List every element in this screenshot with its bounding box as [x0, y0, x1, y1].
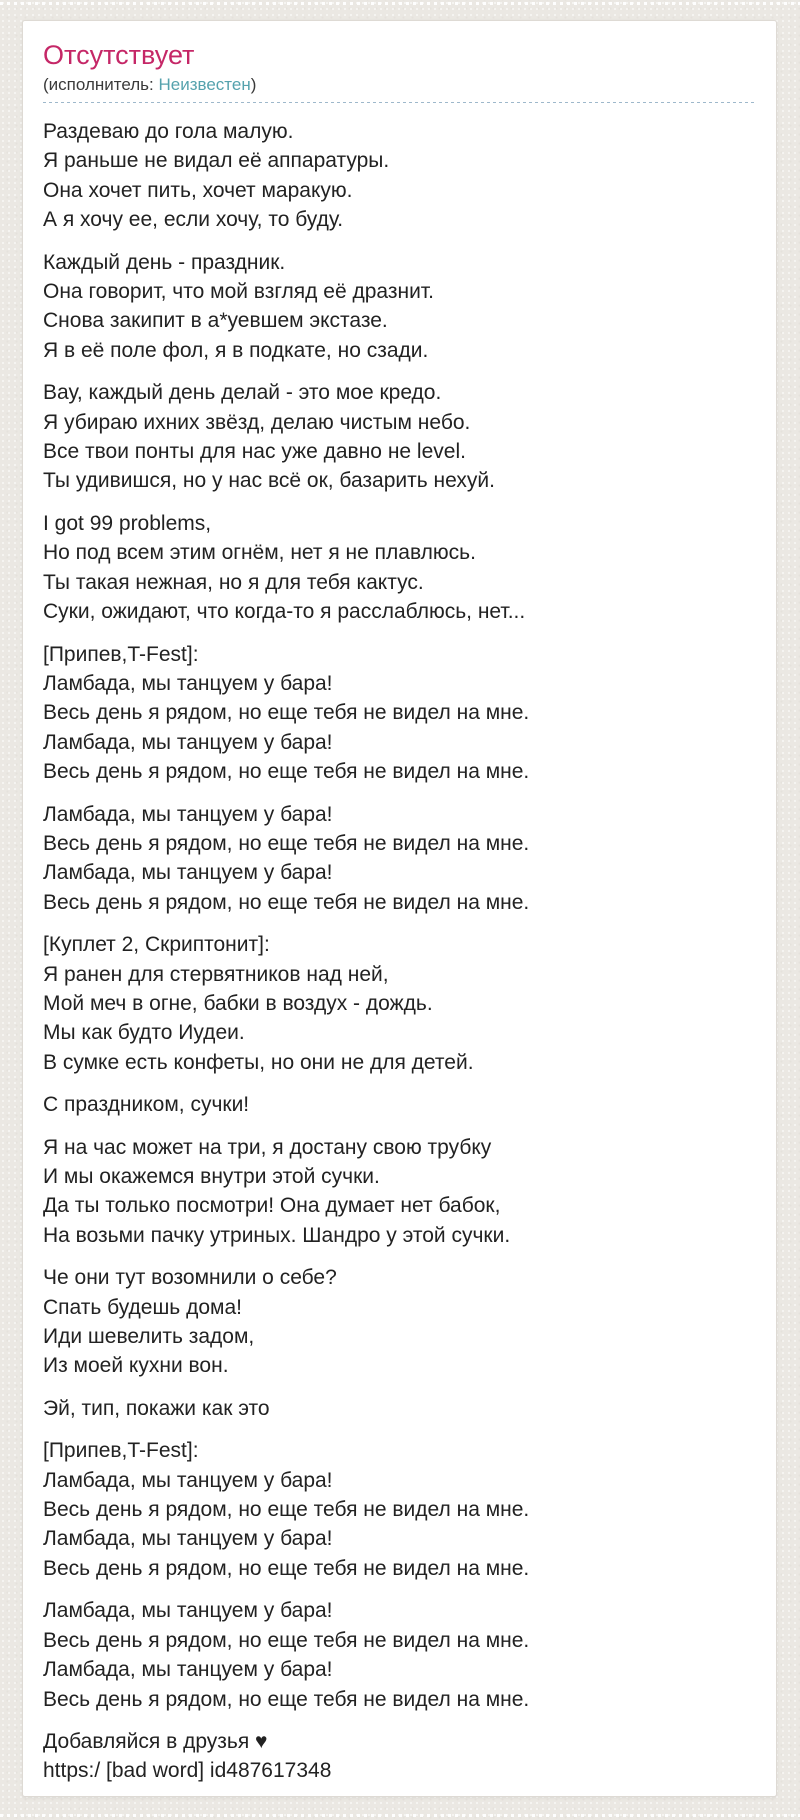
- lyric-line: Иди шевелить задом,: [43, 1325, 255, 1349]
- lyric-line: И мы окажемся внутри этой сучки.: [43, 1165, 380, 1188]
- lyric-line: I got 99 problems,: [43, 511, 212, 535]
- artist-label: (исполнитель:: [43, 75, 159, 94]
- lyric-line: Ты удивишся, но у нас всё ок, базарить нехуй.: [43, 469, 495, 493]
- stanza: [43, 378, 756, 496]
- stanza: [43, 1090, 756, 1119]
- lyric-line: Из моей кухни вон.: [43, 1354, 229, 1378]
- lyric-line: Весь день я рядом, но еще тебя не видел на мне.: [43, 1556, 530, 1580]
- lyric-line: [Припев,T-Fest]:: [43, 642, 199, 666]
- lyric-line: Че они тут возомнили о себе?: [43, 1266, 337, 1290]
- lyric-line: Все твои понты для нас уже давно не level.: [43, 440, 466, 464]
- lyric-line: Ламбада, мы танцуем у бара!: [43, 802, 333, 826]
- lyric-line: Весь день я рядом, но еще тебя не видел на мне.: [43, 831, 530, 855]
- stanza: [43, 248, 756, 366]
- lyric-line: Но под всем этим огнём, нет я не плавлюсь.: [43, 541, 476, 565]
- lyric-line: Я на час может на три, я достану свою трубку: [43, 1135, 492, 1159]
- lyric-line: На возьми пачку утриных. Шандро у этой сучки.: [43, 1223, 511, 1247]
- lyric-line: А я хочу ее, если хочу, то буду.: [43, 208, 344, 232]
- lyric-line: С праздником, сучки!: [43, 1093, 250, 1117]
- lyric-line: Ламбада, мы танцуем у бара!: [43, 671, 333, 695]
- lyric-line: Раздеваю до гола малую.: [43, 120, 294, 143]
- lyric-line: Ламбада, мы танцуем у бара!: [43, 730, 333, 754]
- stanza: [43, 1263, 756, 1381]
- lyric-line: Я раньше не видал её аппаратуры.: [43, 149, 390, 173]
- lyric-line: Я убираю ихних звёзд, делаю чистым небо.: [43, 410, 471, 434]
- lyric-line: Весь день я рядом, но еще тебя не видел на мне.: [43, 890, 530, 914]
- lyric-line: Я ранен для стервятников над ней,: [43, 962, 389, 986]
- lyric-line: Суки, ожидают, что когда-то я расслаблюсь, нет...: [43, 600, 526, 624]
- stitched-border-top: [0, 2, 800, 5]
- stanza: [43, 1436, 756, 1583]
- lyric-line: Она говорит, что мой взгляд её дразнит.: [43, 280, 434, 304]
- lyric-line: Ламбада, мы танцуем у бара!: [43, 861, 333, 885]
- stanza: [43, 640, 756, 787]
- lyric-line: Ты такая нежная, но я для тебя кактус.: [43, 570, 424, 594]
- lyric-line: Весь день я рядом, но еще тебя не видел на мне.: [43, 760, 530, 784]
- stanza: [43, 117, 756, 235]
- stanza: [43, 1133, 756, 1251]
- lyric-line: Я в её поле фол, я в подкате, но сзади.: [43, 338, 429, 362]
- stanza: [43, 509, 756, 627]
- lyric-line: Каждый день - праздник.: [43, 250, 286, 274]
- dotted-separator: [43, 102, 756, 104]
- stitched-border-bottom: [0, 1814, 800, 1817]
- lyric-line: https:/ [bad word] id487617348: [43, 1759, 332, 1783]
- lyric-line: [Куплет 2, Скриптонит]:: [43, 933, 270, 957]
- song-title-link[interactable]: Отсутствует: [43, 40, 195, 70]
- lyric-line: Она хочет пить, хочет маракую.: [43, 178, 353, 202]
- lyric-line: Да ты только посмотри! Она думает нет бабок,: [43, 1194, 501, 1218]
- lyric-line: [Припев,T-Fest]:: [43, 1439, 199, 1463]
- lyrics: [43, 117, 756, 1786]
- lyric-line: Ламбада, мы танцуем у бара!: [43, 1599, 333, 1623]
- lyric-line: Ламбада, мы танцуем у бара!: [43, 1658, 333, 1682]
- stanza: [43, 800, 756, 918]
- lyric-line: Весь день я рядом, но еще тебя не видел на мне.: [43, 1628, 530, 1652]
- lyric-line: В сумке есть конфеты, но они не для детей.: [43, 1050, 474, 1074]
- stanza: [43, 1727, 756, 1786]
- lyric-line: Весь день я рядом, но еще тебя не видел на мне.: [43, 701, 530, 725]
- lyrics-card: [22, 20, 777, 1797]
- lyric-line: Добавляйся в друзья ♥: [43, 1729, 268, 1753]
- lyric-line: Весь день я рядом, но еще тебя не видел на мне.: [43, 1498, 530, 1522]
- stanza: [43, 1394, 756, 1423]
- lyric-line: Снова закипит в а*уевшем экстазе.: [43, 309, 388, 333]
- artist-line: [43, 74, 756, 96]
- lyric-line: Весь день я рядом, но еще тебя не видел на мне.: [43, 1687, 530, 1711]
- lyric-line: Спать будешь дома!: [43, 1295, 242, 1319]
- artist-label-close: ): [250, 75, 257, 94]
- lyric-line: Вау, каждый день делай - это мое кредо.: [43, 381, 442, 405]
- stanza: [43, 930, 756, 1077]
- lyric-line: Мой меч в огне, бабки в воздух - дождь.: [43, 991, 433, 1015]
- lyric-line: Эй, тип, покажи как это: [43, 1396, 270, 1420]
- lyric-line: Мы как будто Иудеи.: [43, 1021, 245, 1045]
- lyric-line: Ламбада, мы танцуем у бара!: [43, 1468, 333, 1492]
- artist-link[interactable]: Неизвестен: [158, 75, 251, 94]
- stanza: [43, 1596, 756, 1714]
- lyric-line: Ламбада, мы танцуем у бара!: [43, 1527, 333, 1551]
